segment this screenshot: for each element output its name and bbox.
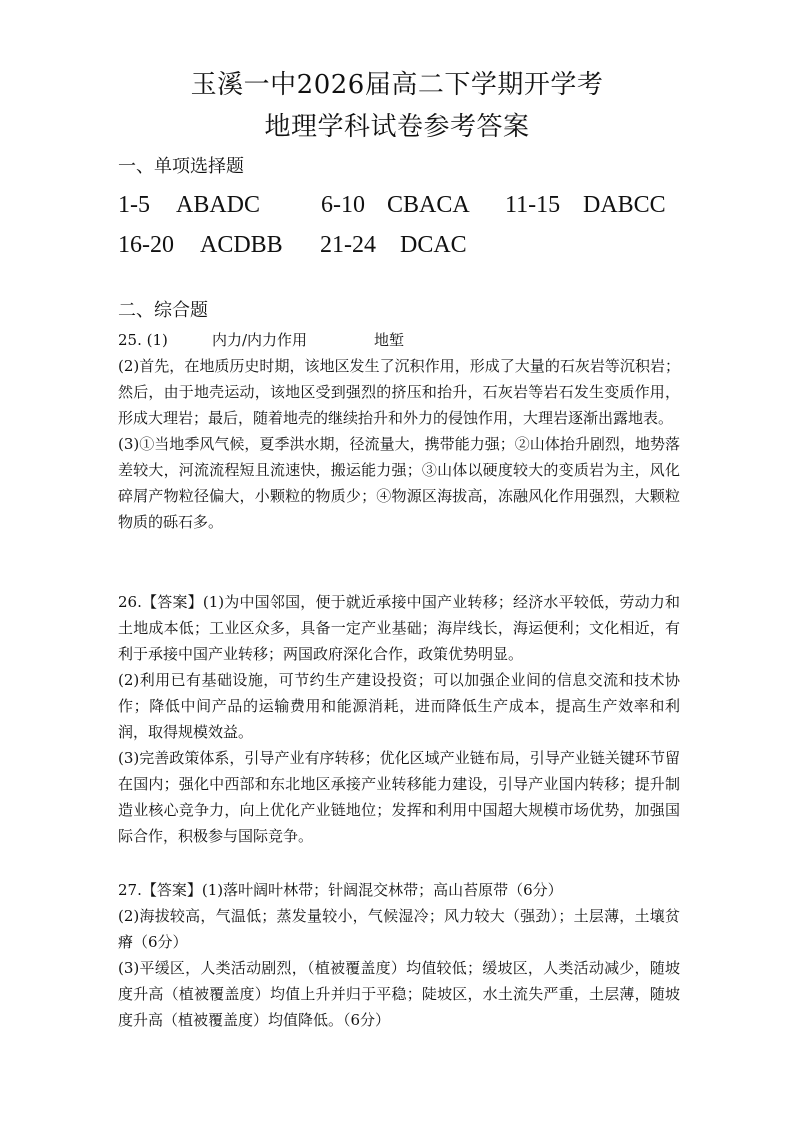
- mc-range: 21-24: [320, 232, 376, 258]
- mc-answer: DCAC: [400, 232, 467, 258]
- q27-part3: (3)平缓区，人类活动剧烈，（植被覆盖度）均值较低；缓坡区，人类活动减少，随坡度升高（植被覆盖度）均值上升并归于平稳；陡坡区，水土流失严重，土层薄，随坡度升高（植被覆盖度）均值降低。（6分）: [118, 959, 680, 1029]
- q26-part3: (3)完善政策体系，引导产业有序转移；优化区域产业链布局，引导产业链关键环节留在国内；强化中西部和东北地区承接产业转移能力建设，引导产业国内转移；提升制造业核心竞争力，向上优化产业链地位；发挥和利用中国超大规模市场优势，加强国际合作，积极参与国际竞争。: [118, 749, 680, 845]
- q26-part1: 26.【答案】(1)为中国邻国，便于就近承接中国产业转移；经济水平较低，劳动力和土地成本低；工业区众多，具备一定产业基础；海岸线长，海运便利；文化相近，有利于承接中国产业转移；两国政府深化合作，政策优势明显。: [118, 593, 680, 663]
- mc-answers-row-2: [118, 232, 467, 259]
- q25-answer-1: 内力/内力作用: [212, 331, 308, 349]
- exam-title: 玉溪一中2026届高二下学期开学考: [190, 70, 604, 100]
- q26-part2: (2)利用已有基础设施，可节约生产建设投资；可以加强企业间的信息交流和技术协作；降低中间产品的运输费用和能源消耗，进而降低生产成本，提高生产效率和利润，取得规模效益。: [118, 671, 680, 741]
- mc-answers-row-1: [118, 192, 666, 219]
- mc-range: 16-20: [118, 232, 174, 258]
- q25-part3: (3)①当地季风气候，夏季洪水期，径流量大，携带能力强；②山体抬升剧烈，地势落差较大，河流流程短且流速快，搬运能力强；③山体以硬度较大的变质岩为主，风化碎屑产物粒径偏大，小颗粒的物质少；④物源区海拔高，冻融风化作用强烈，大颗粒物质的砾石多。: [118, 435, 680, 531]
- question-26: [118, 589, 680, 849]
- section-multiple-choice-heading: 一、单项选择题: [118, 156, 244, 177]
- q27-part2: (2)海拔较高，气温低；蒸发量较小，气候湿冷；风力较大（强劲）；土层薄，土壤贫瘠（6分）: [118, 907, 680, 951]
- q25-label: 25. (1): [118, 331, 168, 349]
- mc-answer: CBACA: [387, 192, 470, 218]
- mc-answer: ACDBB: [200, 232, 283, 258]
- q25-answer-2: 地堑: [374, 331, 405, 349]
- mc-range: 1-5: [118, 192, 150, 218]
- section-comprehensive-heading: 二、综合题: [118, 300, 208, 321]
- q27-part1: 27.【答案】(1)落叶阔叶林带；针阔混交林带；高山苔原带（6分）: [118, 881, 563, 899]
- q25-part1: [118, 327, 680, 353]
- mc-answer: ABADC: [176, 192, 261, 218]
- mc-range: 6-10: [321, 192, 365, 218]
- question-25: [118, 327, 680, 535]
- exam-subtitle: 地理学科试卷参考答案: [264, 112, 530, 142]
- mc-range: 11-15: [505, 192, 561, 218]
- mc-answer: DABCC: [583, 192, 666, 218]
- q25-part2: (2)首先，在地质历史时期，该地区发生了沉积作用，形成了大量的石灰岩等沉积岩；然后，由于地壳运动，该地区受到强烈的挤压和抬升，石灰岩等岩石发生变质作用，形成大理岩；最后，随着地壳的继续抬升和外力的侵蚀作用，大理岩逐渐出露地表。: [118, 357, 680, 427]
- question-27: [118, 877, 680, 1033]
